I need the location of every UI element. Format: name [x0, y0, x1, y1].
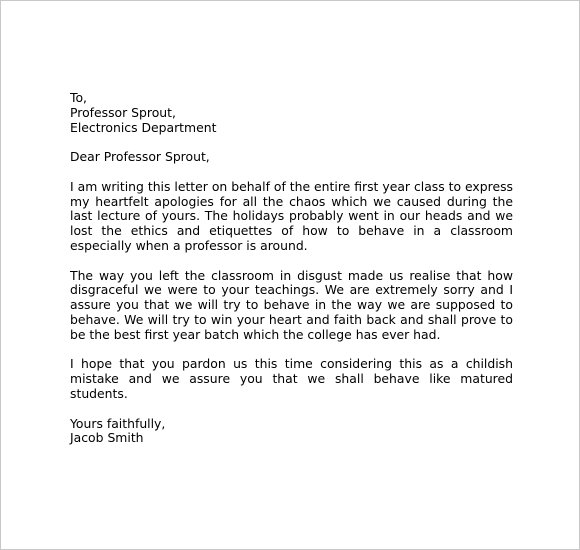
- paragraph-pardon: I hope that you pardon us this time considering this as a childish mistake and we assure you that we shall behave like matured students.: [70, 356, 513, 401]
- recipient-address: [70, 91, 513, 135]
- spacer: [70, 254, 513, 269]
- address-line-department: Electronics Department: [70, 119, 217, 135]
- paragraph-apology: I am writing this letter on behalf of the entire first year class to express my heartfelt apologies for all the chaos which we caused during the last lecture of yours. The holidays probably went in our heads and we lost the ethics and etiquettes of how to behave in a classroom especially when a professor is around.: [70, 178, 513, 253]
- paragraph-promise: The way you left the classroom in disgust made us realise that how disgraceful we were to your teachings. We are extremely sorry and I assure you that we will try to behave in the way we are supposed to behave. We will try to win your heart and faith back and shall prove to be the best first year batch which the college has ever had.: [70, 267, 513, 342]
- spacer: [70, 165, 513, 180]
- spacer: [70, 343, 513, 358]
- address-line-name: Professor Sprout,: [70, 104, 176, 120]
- spacer: [70, 135, 513, 150]
- salutation: Dear Professor Sprout,: [70, 149, 210, 165]
- address-line-to: To,: [70, 90, 87, 105]
- spacer: [70, 402, 513, 417]
- closing: Yours faithfully,: [70, 415, 166, 431]
- signature: Jacob Smith: [70, 430, 144, 446]
- letter-body: [70, 91, 513, 446]
- closing-block: [70, 417, 513, 447]
